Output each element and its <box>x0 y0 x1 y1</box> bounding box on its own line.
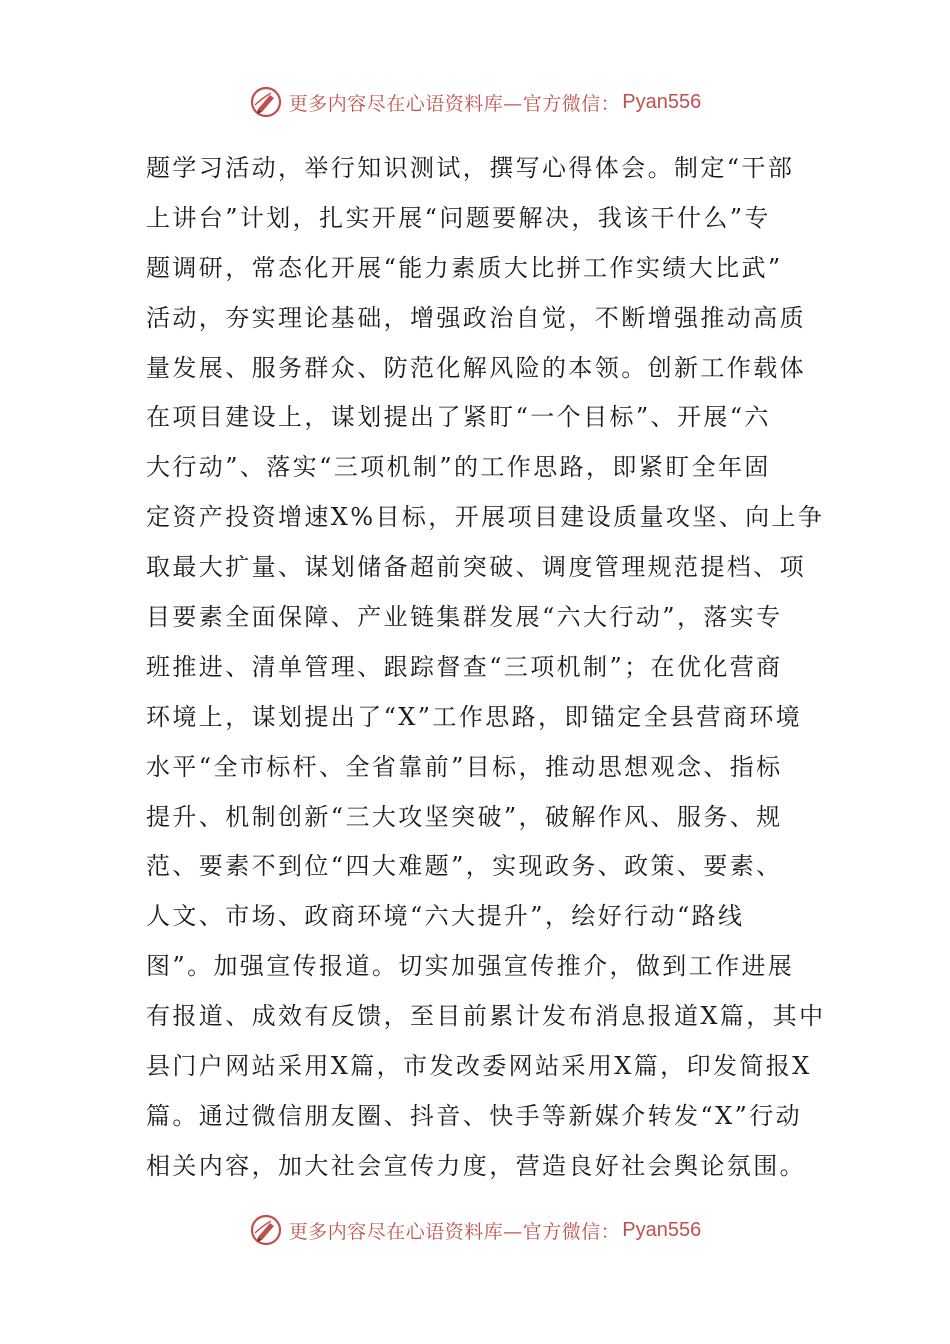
footer-banner-text: 更多内容尽在心语资料库—官方微信： <box>288 1220 621 1243</box>
text-line: 班推进、清单管理、跟踪督查“三项机制”；在优化营商 <box>146 652 783 681</box>
text-line: 定资产投资增速X%目标，开展项目建设质量攻坚、向上争 <box>146 503 825 532</box>
pen-logo-icon <box>249 1213 283 1247</box>
footer-wechat-id: Pyan556 <box>622 1218 702 1241</box>
text-line: 篇。通过微信朋友圈、抖音、快手等新媒介转发“X”行动 <box>146 1101 803 1130</box>
text-line: 环境上，谋划提出了“X”工作思路，即锚定全县营商环境 <box>146 702 803 731</box>
text-line: 取最大扩量、谋划储备超前突破、调度管理规范提档、项 <box>146 553 806 582</box>
footer-banner <box>0 1210 950 1250</box>
text-line: 大行动”、落实“三项机制”的工作思路，即紧盯全年固 <box>146 453 771 482</box>
pen-logo-icon <box>249 85 283 119</box>
text-line: 题学习活动，举行知识测试，撰写心得体会。制定“干部 <box>146 154 795 182</box>
header-banner-text: 更多内容尽在心语资料库—官方微信： <box>288 92 621 115</box>
text-line: 范、要素不到位“四大难题”，实现政务、政策、要素、 <box>146 852 783 881</box>
text-line: 活动，夯实理论基础，增强政治自觉，不断增强推动高质 <box>146 303 806 332</box>
document-body <box>146 144 826 1192</box>
text-line: 目要素全面保障、产业链集群发展“六大行动”，落实专 <box>146 603 783 632</box>
text-line: 水平“全市标杆、全省靠前”目标，推动思想观念、指标 <box>146 752 783 781</box>
text-line: 有报道、成效有反馈，至目前累计发布消息报道X篇，其中 <box>146 1002 826 1031</box>
text-line: 在项目建设上，谋划提出了紧盯“一个目标”、开展“六 <box>146 403 771 432</box>
header-banner <box>0 82 950 122</box>
text-line: 人文、市场、政商环境“六大提升”，绘好行动“路线 <box>146 902 745 931</box>
text-line: 题调研，常态化开展“能力素质大比拼工作实绩大比武” <box>146 253 783 282</box>
header-wechat-id: Pyan556 <box>622 90 702 113</box>
text-line: 相关内容，加大社会宣传力度，营造良好社会舆论氛围。 <box>146 1151 806 1180</box>
text-line: 县门户网站采用X篇，市发改委网站采用X篇，印发简报X <box>146 1052 812 1081</box>
text-line: 上讲台”计划，扎实开展“问题要解决，我该干什么”专 <box>146 203 771 232</box>
text-line: 图”。加强宣传报道。切实加强宣传推介，做到工作进展 <box>146 952 795 981</box>
text-line: 量发展、服务群众、防范化解风险的本领。创新工作载体 <box>146 353 806 382</box>
text-line: 提升、机制创新“三大攻坚突破”，破解作风、服务、规 <box>146 802 783 831</box>
